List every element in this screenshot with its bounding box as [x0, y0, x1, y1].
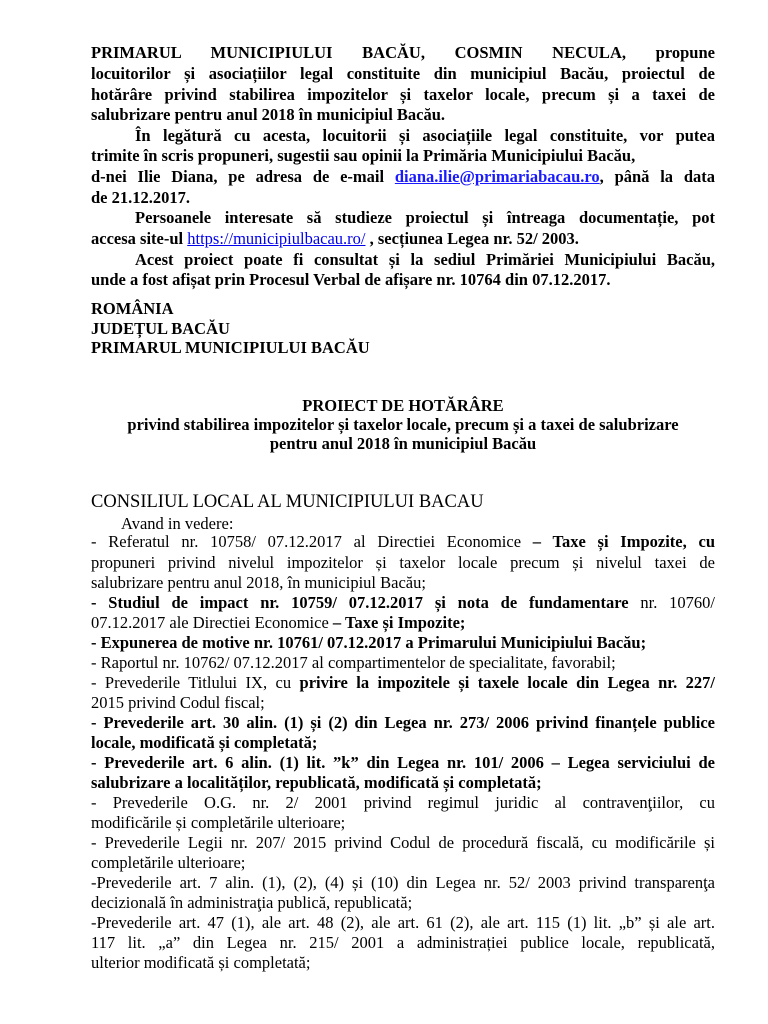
list-item: salubrizare a localităților, republicată, modificată și completată; — [91, 773, 542, 792]
list-item: completările ulterioare; — [91, 853, 246, 872]
list-item: locale, modificată și completată; — [91, 733, 318, 752]
list-item: -Prevederile art. 47 (1), ale art. 48 (2), ale art. 61 (2), ale art. 115 (1) lit. „b” și ale art. — [91, 913, 715, 932]
intro-text: , secțiunea Legea nr. 52/ 2003. — [365, 229, 579, 248]
list-item: - Prevederile Legii nr. 207/ 2015 privind Codul de procedură fiscală, cu modificările și — [91, 833, 715, 852]
intro-line: locuitorilor și asociațiilor legal constituite din municipiul Bacău, proiectul de — [91, 64, 715, 83]
list-item — [91, 532, 715, 552]
list-item: 2015 privind Codul fiscal; — [91, 693, 265, 712]
list-item — [91, 673, 715, 693]
council-intro: Avand in vedere: — [121, 514, 234, 533]
list-item: - Prevederile art. 30 alin. (1) și (2) din Legea nr. 273/ 2006 privind finanțele publice — [91, 713, 715, 732]
document-subtitle: privind stabilirea impozitelor și taxelor locale, precum și a taxei de salubrizare — [127, 415, 679, 434]
intro-line: salubrizare pentru anul 2018 în municipiul Bacău. — [91, 105, 446, 124]
list-item — [91, 613, 715, 633]
item-text: și nota de fundamentare — [434, 593, 629, 612]
item-text: - Referatul nr. 10758/ 07.12.2017 al Directiei Economice — [91, 532, 533, 551]
intro-line: unde a fost afișat prin Procesul Verbal de afișare nr. 10764 din 07.12.2017. — [91, 270, 611, 289]
intro-line: Acest proiect poate fi consultat și la sediul Primăriei Municipiului Bacău, — [135, 250, 715, 269]
list-item: salubrizare pentru anul 2018, în municipiul Bacău; — [91, 573, 426, 592]
intro-line: hotărâre privind stabilirea impozitelor și taxelor locale, precum și a taxei de — [91, 85, 715, 104]
list-item: ulterior modificată și completată; — [91, 953, 311, 972]
item-text: 07.12.2017 ale Directiei Economice — [91, 613, 333, 632]
item-text: - Studiul de impact nr. 10759/ 07.12.2017 — [91, 593, 435, 612]
email-link[interactable]: diana.ilie@primariabacau.ro — [394, 167, 600, 186]
list-item: - Expunerea de motive nr. 10761/ 07.12.2017 a Primarului Municipiului Bacău; — [91, 633, 647, 652]
list-item — [91, 593, 715, 613]
header-county: JUDEȚUL BACĂU — [91, 319, 230, 338]
item-text: - Prevederile Titlului IX, cu — [91, 673, 300, 692]
intro-text: , până la data — [599, 167, 715, 186]
intro-site-line — [91, 229, 715, 249]
document-title: PROIECT DE HOTĂRÂRE — [302, 396, 504, 415]
item-text: nr. 10760/ — [628, 593, 715, 612]
list-item: -Prevederile art. 7 alin. (1), (2), (4) și (10) din Legea nr. 52/ 2003 privind transparenţa — [91, 873, 715, 892]
site-link[interactable]: https://municipiulbacau.ro/ — [187, 229, 366, 248]
intro-text: d-nei Ilie Diana, pe adresa de e-mail — [91, 167, 395, 186]
intro-line: PRIMARUL MUNICIPIULUI BACĂU, COSMIN NECULA, propune — [91, 43, 715, 62]
item-text: – Taxe și Impozite, cu — [532, 532, 716, 551]
list-item: modificările și completările ulterioare; — [91, 813, 346, 832]
document-subtitle: pentru anul 2018 în municipiul Bacău — [269, 434, 537, 453]
header-mayor: PRIMARUL MUNICIPIULUI BACĂU — [91, 338, 370, 357]
list-item: decizională în administraţia publică, republicată; — [91, 893, 413, 912]
council-heading: CONSILIUL LOCAL AL MUNICIPIULUI BACAU — [91, 492, 484, 512]
list-item: - Raportul nr. 10762/ 07.12.2017 al compartimentelor de specialitate, favorabil; — [91, 653, 616, 672]
list-item: 117 lit. „a” din Legea nr. 215/ 2001 a administrației publice locale, republicată, — [91, 933, 715, 952]
item-text: privire la impozitele și taxele locale din Legea nr. 227/ — [299, 673, 715, 692]
intro-line: trimite în scris propuneri, sugestii sau opinii la Primăria Municipiului Bacău, — [91, 146, 636, 165]
list-item: - Prevederile O.G. nr. 2/ 2001 privind regimul juridic al contravenţiilor, cu — [91, 793, 715, 812]
intro-line: Persoanele interesate să studieze proiectul și întreaga documentație, pot — [135, 208, 715, 227]
intro-email-line — [91, 167, 715, 187]
header-country: ROMÂNIA — [91, 299, 174, 318]
list-item: - Prevederile art. 6 alin. (1) lit. ”k” din Legea nr. 101/ 2006 – Legea serviciului de — [91, 753, 715, 772]
intro-line: În legătură cu acesta, locuitorii și asociațiile legal constituite, vor putea — [135, 126, 715, 145]
intro-line: de 21.12.2017. — [91, 188, 190, 207]
item-text: – Taxe și Impozite; — [332, 613, 466, 632]
list-item: propuneri privind nivelul impozitelor și taxelor locale precum și nivelul taxei de — [91, 553, 715, 572]
intro-text: accesa site-ul — [91, 229, 188, 248]
